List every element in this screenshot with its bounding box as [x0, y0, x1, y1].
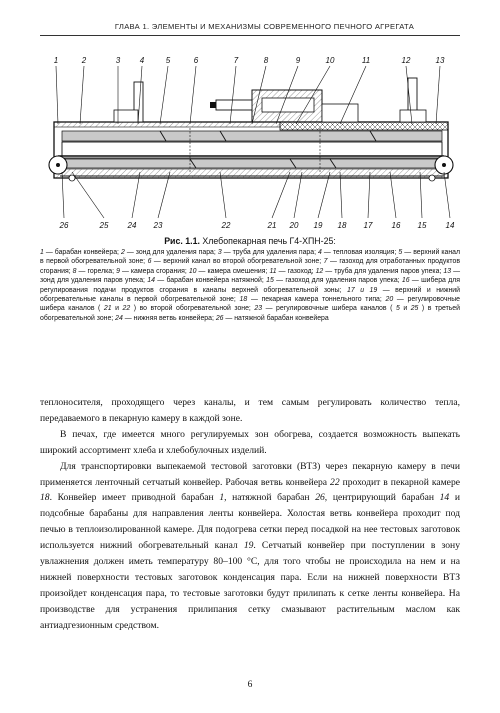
- callout-label: 19: [313, 221, 323, 230]
- auxiliary-drum: [429, 175, 435, 181]
- mixing-chamber: [262, 98, 314, 112]
- callout-label: 8: [263, 56, 269, 65]
- legend-text: — труба для удаления паров упека;: [323, 267, 444, 275]
- steam-probe: [114, 110, 138, 122]
- callout-leader: [72, 172, 104, 218]
- legend-text: ) в третьей обогревательной зоне;: [40, 305, 460, 322]
- legend-number: 10: [188, 267, 197, 275]
- callout-leader: [318, 172, 330, 218]
- legend-number: 1: [40, 249, 44, 256]
- legend-number: 18: [239, 296, 248, 304]
- legend-number: 16: [401, 277, 410, 285]
- legend-text: и: [111, 305, 123, 313]
- legend-number: 26: [215, 314, 224, 322]
- legend-item: [121, 249, 218, 256]
- legend-item: [396, 305, 411, 312]
- callout-leader: [436, 66, 440, 124]
- legend-number: 22: [122, 305, 131, 313]
- page-number: 6: [247, 680, 253, 690]
- callout-label: 9: [295, 56, 301, 65]
- callout-label: 26: [59, 221, 69, 230]
- legend-item: [40, 249, 121, 256]
- legend-number: 9: [116, 267, 120, 275]
- callout-leader: [444, 172, 450, 218]
- callout-label: 5: [165, 56, 171, 65]
- legend-number: 14: [147, 277, 155, 285]
- legend-text: — верхний канал во второй обогревательной зоне;: [151, 258, 324, 266]
- running-header: ГЛАВА 1. ЭЛЕМЕНТЫ И МЕХАНИЗМЫ СОВРЕМЕННОГО ПЕЧНОГО АГРЕГАТА: [114, 22, 415, 31]
- flue-duct: [322, 104, 358, 122]
- callout-leader: [160, 66, 168, 124]
- figure-title: Хлебопекарная печь Г4-ХПН-25:: [202, 236, 336, 246]
- callout-leader: [420, 172, 422, 218]
- body-text: [40, 395, 460, 634]
- caption-title: [40, 236, 460, 246]
- legend-item: [318, 249, 398, 256]
- upper-heating-channel: [62, 131, 442, 141]
- callout-leader: [158, 172, 170, 218]
- legend-number: 7: [323, 258, 328, 266]
- figure-legend: [40, 248, 460, 323]
- insulation-bottom: [54, 169, 448, 178]
- oven-diagram-figure: [40, 52, 460, 232]
- header-divider: [40, 35, 460, 36]
- insulation-top-left: [54, 122, 280, 127]
- legend-text: и: [399, 305, 411, 313]
- legend-number: 4: [318, 249, 322, 256]
- legend-text: — труба для удаления пара;: [221, 249, 319, 256]
- paragraph: теплоносителя, проходящего через каналы, и тем самым регулировать количество тепла, передаваемого в пекарную камеру в каждой зоне.: [40, 397, 460, 424]
- callout-label: 12: [401, 56, 411, 65]
- lower-heating-channel: [62, 159, 442, 168]
- callout-leader: [230, 66, 236, 124]
- legend-item: [316, 268, 444, 275]
- legend-text: — регулировочные шибера каналов (: [262, 305, 396, 313]
- legend-number: 15: [266, 277, 274, 285]
- legend-number: 2: [120, 249, 125, 256]
- legend-number: 3: [217, 249, 222, 256]
- legend-number: 6: [147, 258, 152, 266]
- legend-item: [115, 315, 216, 322]
- legend-text: — пекарная камера тоннельного типа;: [247, 296, 386, 304]
- legend-number: 25: [410, 305, 419, 313]
- legend-item: [148, 258, 324, 265]
- legend-text: — верхний канал в первой обогревательной зоне;: [40, 249, 461, 266]
- legend-text: — натяжной барабан конвейера: [223, 314, 329, 322]
- paragraph: В печах, где имеется много регулируемых зон обогрева, создается возможность выпекать широкий ассортимент хлеба и хлебобулочных изделий.: [40, 428, 460, 456]
- legend-text: — барабан конвейера;: [43, 249, 121, 256]
- callout-label: 4: [139, 56, 145, 65]
- callout-label: 17: [363, 221, 373, 230]
- callout-leader: [390, 172, 396, 218]
- legend-number: 5: [398, 249, 403, 256]
- callout-label: 6: [193, 56, 199, 65]
- callout-label: 2: [81, 56, 87, 65]
- legend-item: [254, 305, 396, 312]
- figure-number: Рис. 1.1.: [164, 236, 200, 246]
- callout-leader: [132, 172, 140, 218]
- callout-label: 14: [445, 221, 455, 230]
- callout-label: 1: [53, 56, 59, 65]
- legend-text: — верхний и нижний обогревательные каналы в первой обогревательной зоне;: [40, 286, 460, 304]
- legend-text: ) во второй обогревательной зоне;: [130, 305, 255, 313]
- callout-leader: [220, 172, 226, 218]
- callouts-top: [54, 56, 445, 124]
- auxiliary-drum: [69, 175, 75, 181]
- legend-item: [216, 315, 329, 322]
- paragraph: Для транспортировки выпекаемой тестовой заготовки (ВТЗ) через пекарную камеру в печи применяется ленточный сетчатый конвейер. Рабочая ветвь конвейера 22 проходит в пекарной камере 18. Конвейер имеет приводной барабан 1, натяжной барабан 26, центрирующий барабан 14 и подсобные барабаны для направления ленты конвейера. Холостая ветвь конвейера проходит под печью в теплоизолированной камере. Для подогрева сетки перед посадкой на нее тестовых заготовок используется нижний обогревательный канал 19. Сетчатый конвейер при поступлении в зону увлажнения должен иметь температуру 80–100 °С, для того чтобы не происходила на нем и на нижней поверхности тестовых заготовок конденсация пара. Если на нижней поверхности ВТЗ произойдет конденсация пара, то тестовые заготовки будут прилипать к сетке ленты конвейера. На производстве для устранения прилипания сетку смазывают растительным маслом как антиадгезионным средством.: [40, 460, 460, 631]
- callout-leader: [294, 172, 302, 218]
- callout-label: 24: [127, 221, 137, 230]
- callout-label: 21: [267, 221, 277, 230]
- legend-text: — газоход;: [276, 267, 316, 275]
- callout-label: 10: [325, 56, 335, 65]
- callout-label: 23: [153, 221, 163, 230]
- legend-number: 21: [103, 305, 112, 313]
- figure-caption: [40, 236, 460, 323]
- callout-leader: [80, 66, 84, 124]
- legend-number: 13: [443, 267, 452, 275]
- legend-text: — нижняя ветвь конвейера;: [122, 314, 216, 322]
- legend-number: 5: [395, 305, 400, 313]
- callout-label: 25: [99, 221, 109, 230]
- callout-leader: [62, 172, 64, 218]
- legend-item: [123, 305, 255, 312]
- legend-item: [116, 268, 189, 275]
- callout-leader: [190, 66, 196, 124]
- legend-text: — горелка;: [76, 267, 117, 275]
- legend-item: [218, 249, 318, 256]
- legend-item: [104, 305, 123, 312]
- legend-item: [269, 268, 315, 275]
- callout-label: 18: [337, 221, 347, 230]
- legend-number: 23: [254, 305, 263, 313]
- callout-label: 20: [289, 221, 299, 230]
- legend-text: — камера сгорания;: [119, 267, 189, 275]
- legend-number: 11: [269, 267, 277, 275]
- callout-leader: [56, 66, 58, 124]
- callout-label: 22: [221, 221, 231, 230]
- callout-label: 16: [391, 221, 401, 230]
- legend-item: [147, 277, 266, 284]
- legend-text: — камера смешения;: [196, 267, 270, 275]
- callout-leader: [368, 172, 370, 218]
- callout-label: 7: [233, 56, 239, 65]
- burner: [216, 100, 252, 110]
- legend-text: — барабан конвейера натяжной;: [154, 277, 267, 285]
- legend-text: — газоход для удаления паров упека;: [273, 277, 402, 285]
- legend-text: — регулировочные шибера каналов (: [40, 296, 460, 313]
- callouts-bottom: [59, 172, 455, 230]
- legend-number: 20: [385, 296, 394, 304]
- legend-item: [73, 268, 116, 275]
- oven-diagram: [40, 52, 460, 232]
- callout-label: 15: [417, 221, 427, 230]
- legend-text: — тепловая изоляция;: [321, 249, 399, 256]
- legend-number: 12: [315, 267, 324, 275]
- legend-text: — шибера для регулирования подачи продуктов сгорания в каналы верхней обогревательной зоны;: [40, 277, 460, 294]
- upek-vapor-probe: [400, 110, 426, 122]
- callout-label: 3: [115, 56, 121, 65]
- insulation-top: [280, 122, 448, 130]
- legend-item: [240, 296, 386, 303]
- legend-number: 24: [115, 314, 123, 322]
- legend-text: — газоход для отработанных продуктов сгорания;: [40, 258, 460, 275]
- legend-text: — зонд для удаления паров упека;: [40, 267, 460, 285]
- callout-leader: [340, 172, 342, 218]
- callout-leader: [272, 172, 290, 218]
- callout-label: 13: [435, 56, 445, 65]
- callout-label: 11: [361, 56, 371, 65]
- legend-number: 17 и 19: [347, 286, 378, 294]
- legend-item: [266, 277, 402, 284]
- legend-item: [189, 268, 270, 275]
- legend-text: — зонд для удаления пара;: [124, 249, 218, 256]
- legend-number: 8: [72, 267, 77, 275]
